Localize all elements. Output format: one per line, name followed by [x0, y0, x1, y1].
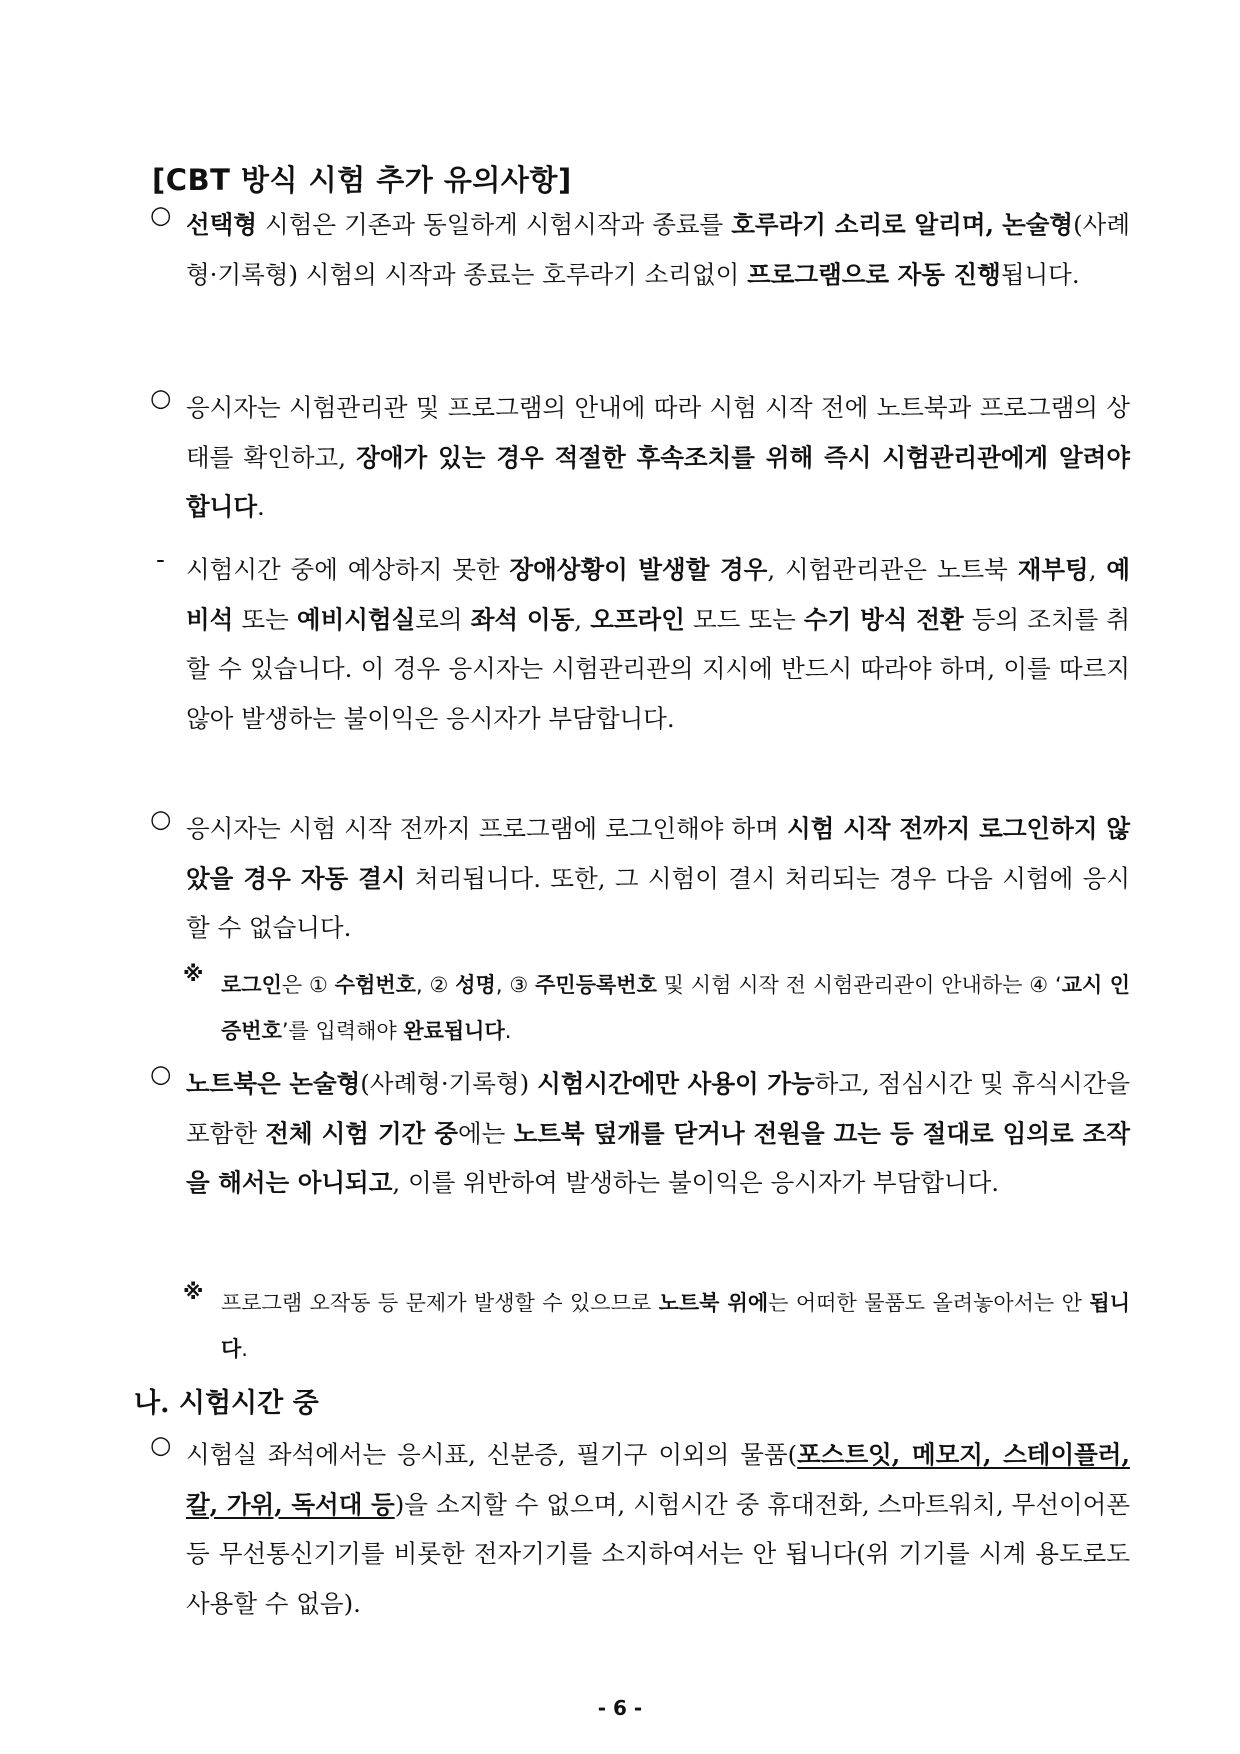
- text: 및 시험 시작 전 시험관리관이 안내하는 ④ ‘: [656, 973, 1062, 997]
- text: )을 소지할 수 없으며, 시험시간 중 휴대전화, 스마트워치, 무선이어폰 등 무선통신기기를 비롯한 전자기기를 소지하여서는 안 됩니다(위 기기를 시계 용도로도 사용할 수 없음).: [186, 1489, 1130, 1618]
- text-bold: 전체 시험 기간 중: [265, 1118, 458, 1148]
- text: , ②: [415, 973, 456, 997]
- text: [994, 210, 1002, 239]
- page-number: - 6 -: [597, 1696, 643, 1720]
- paragraph-body: [186, 804, 1130, 953]
- paragraph-check-laptop: [150, 383, 1130, 532]
- text: 로의: [415, 604, 471, 634]
- text-bold: 재부팅: [1017, 555, 1089, 584]
- text: 시험은 기존과 동일하게 시험시작과 종료를: [257, 210, 732, 239]
- paragraph-body: [186, 383, 1130, 532]
- text-bold: 주민등록번호: [535, 973, 657, 997]
- text: 프로그램 오작동 등 문제가 발생할 수 있으므로: [221, 1291, 659, 1315]
- text: 하고, 점심시간 및 휴식시간을 포함한: [186, 1069, 1130, 1148]
- text: 또는: [233, 604, 297, 634]
- paragraph-laptop-usage: [150, 1059, 1130, 1208]
- text-bold: 논술형: [1002, 210, 1074, 239]
- text: (사례형·기록형): [360, 1069, 538, 1098]
- text-bold: 호루라기 소리로 알리며,: [731, 210, 995, 239]
- paragraph-login: [150, 804, 1130, 953]
- text-bold: 시험시간에만 사용이 가능: [537, 1069, 815, 1098]
- note-login-info: [183, 962, 1130, 1054]
- text-bold-underline: 포스트잇, 메모지, 스테이플러, 칼, 가위, 독서대 등: [186, 1440, 1130, 1519]
- text-bold: 노트북 덮개를 닫거나 전원을 끄는 등 절대로 임의로 조작을 해서는 아니되고: [186, 1118, 1131, 1197]
- text-bold: 예비시험실: [296, 604, 416, 634]
- text-bold: 장애가 있는 경우 적절한 후속조치를 위해 즉시 시험관리관에게 알려야 합니다: [186, 442, 1131, 521]
- dash-marker: -: [156, 545, 165, 574]
- paragraph-selective-essay: [150, 200, 1130, 299]
- paragraph-body: [186, 200, 1130, 299]
- text-bold: 성명: [455, 973, 496, 997]
- section-heading: 나. 시험시간 중: [134, 1388, 319, 1419]
- text: .: [241, 1337, 248, 1361]
- text-bold: 좌석 이동: [470, 604, 575, 634]
- bullet-marker: ○: [150, 200, 172, 229]
- text-bold: 교시 인증번호: [221, 973, 1131, 1043]
- text: 등의 조치를 취할 수 있습니다. 이 경우 응시자는 시험관리관의 지시에 반드시 따라야 하며, 이를 따르지 않아 발생하는 불이익은 응시자가 부담합니다.: [186, 604, 1131, 733]
- bullet-marker: ○: [150, 383, 172, 412]
- text: 모드 또는: [684, 604, 804, 634]
- text-bold: 시험 시작 전까지 로그인하지 않았을 경우 자동 결시: [186, 814, 1130, 893]
- text: ,: [1088, 555, 1107, 584]
- text-bold: 됩니다: [221, 1291, 1130, 1361]
- note-marker: ※: [183, 962, 204, 986]
- text: ,: [574, 604, 591, 634]
- text: 에는: [457, 1118, 514, 1148]
- note-body: [221, 1280, 1130, 1372]
- bullet-marker: ○: [150, 1430, 172, 1459]
- text-bold: 장애상황이 발생할 경우: [509, 555, 768, 584]
- document-title: [CBT 방식 시험 추가 유의사항]: [152, 163, 572, 197]
- text: .: [257, 492, 265, 521]
- text: 응시자는 시험관리관 및 프로그램의 안내에 따라 시험 시작 전에 노트북과 프로그램의 상태를 확인하고,: [186, 393, 1130, 472]
- text: , 이를 위반하여 발생하는 불이익은 응시자가 부담합니다.: [392, 1168, 1000, 1197]
- text-bold: 선택형: [186, 210, 258, 239]
- paragraph-prohibited-items: [150, 1430, 1130, 1628]
- text: 은 ①: [281, 973, 335, 997]
- text-bold: 예비석: [186, 555, 1131, 634]
- text-bold: 노트북 위에: [658, 1291, 769, 1315]
- text: 시험실 좌석에서는 응시표, 신분증, 필기구 이외의 물품(: [186, 1440, 798, 1469]
- text-bold: 로그인: [221, 973, 282, 997]
- text: 시험시간 중에 예상하지 못한: [186, 555, 510, 584]
- text-bold: 완료됩니다: [403, 1019, 505, 1043]
- text-bold: 노트북은 논술형: [186, 1069, 361, 1098]
- paragraph-body: [186, 1059, 1130, 1208]
- text: 응시자는 시험 시작 전까지 프로그램에 로그인해야 하며: [186, 814, 787, 843]
- text: .: [504, 1019, 512, 1043]
- text: (사례형·기록형) 시험의 시작과 종료는 호루라기 소리없이: [186, 210, 1130, 289]
- text-bold: 수기 방식 전환: [803, 604, 964, 634]
- text: , 시험관리관은 노트북: [767, 555, 1018, 584]
- note-body: [221, 962, 1130, 1054]
- paragraph-failure-handling: [150, 545, 1130, 743]
- note-marker: ※: [183, 1280, 204, 1304]
- text-bold: 프로그램으로 자동 진행: [747, 259, 1001, 289]
- note-no-objects: [183, 1280, 1130, 1372]
- paragraph-body: [186, 1430, 1130, 1628]
- text-bold: 오프라인: [590, 604, 685, 634]
- text: 됩니다.: [1000, 259, 1080, 289]
- text: 는 어떠한 물품도 올려놓아서는 안: [768, 1291, 1090, 1315]
- text-bold: 수험번호: [334, 973, 416, 997]
- paragraph-body: [186, 545, 1130, 743]
- text: , ③: [495, 973, 536, 997]
- bullet-marker: ○: [150, 804, 172, 833]
- text: ’를 입력해야: [281, 1019, 404, 1043]
- bullet-marker: ○: [150, 1059, 172, 1088]
- text: 처리됩니다. 또한, 그 시험이 결시 처리되는 경우 다음 시험에 응시할 수 없습니다.: [186, 863, 1130, 942]
